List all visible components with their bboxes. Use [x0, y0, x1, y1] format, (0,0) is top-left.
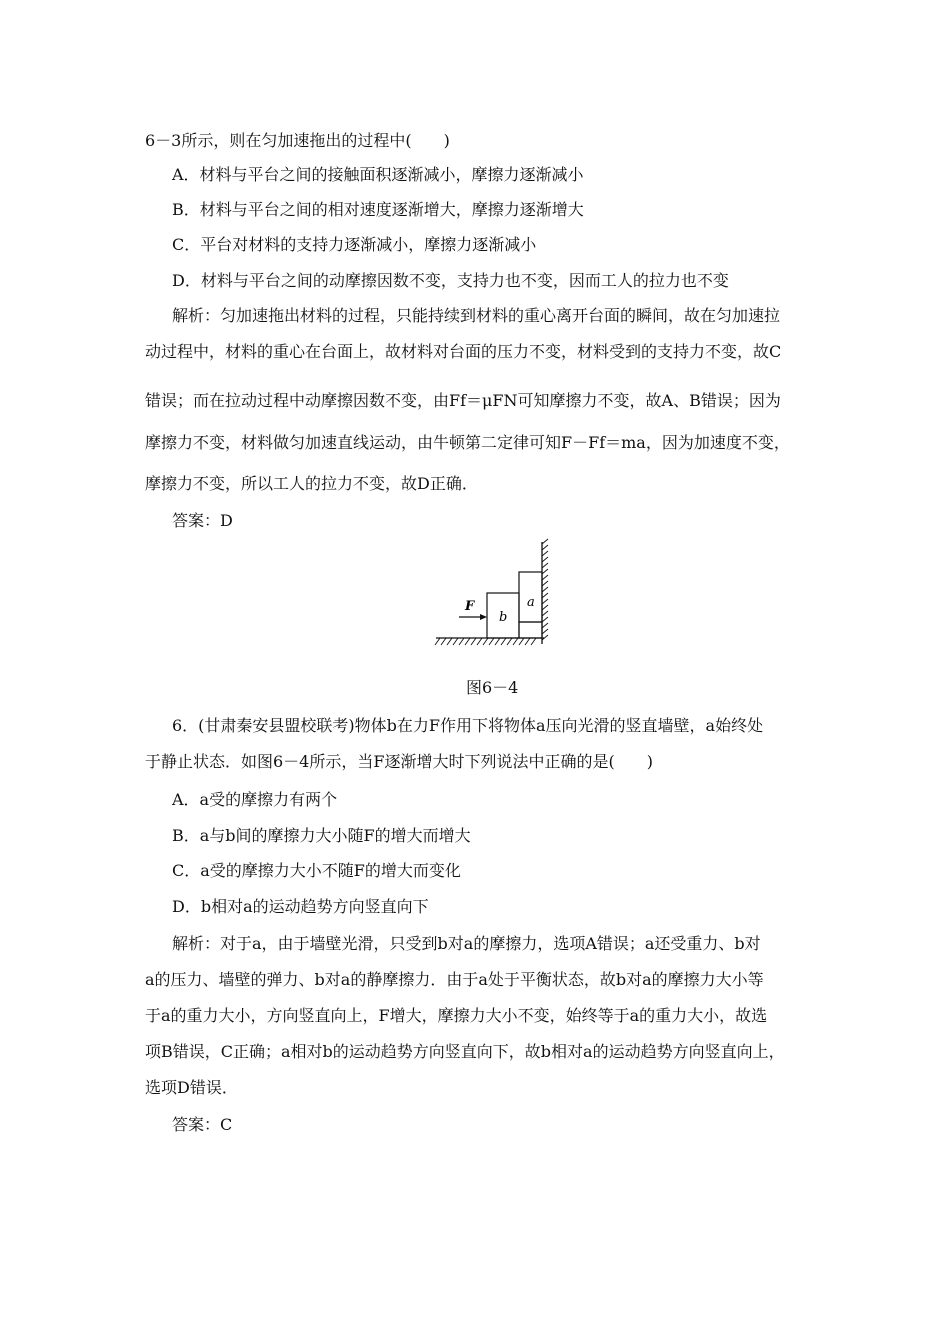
q5-option-b: B．材料与平台之间的相对速度逐渐增大，摩擦力逐渐增大	[172, 200, 584, 219]
q5-analysis-line: 摩擦力不变，材料做匀加速直线运动，由牛顿第二定律可知F－Ff＝ma，因为加速度不变，	[145, 433, 790, 452]
q5-option-a: A．材料与平台之间的接触面积逐渐减小，摩擦力逐渐减小	[172, 165, 584, 184]
q6-stem-line: 于静止状态．如图6－4所示，当F逐渐增大时下列说法中正确的是( )	[145, 752, 653, 771]
wall-hatching	[542, 539, 548, 640]
q6-option-d: D．b相对a的运动趋势方向竖直向下	[172, 897, 429, 916]
q5-stem-tail: 6－3所示，则在匀加速拖出的过程中( )	[145, 131, 450, 150]
q5-analysis-line: 错误；而在拉动过程中动摩擦因数不变，由Ff＝μFN可知摩擦力不变，故A、B错误；因为	[145, 391, 781, 410]
q6-option-a: A．a受的摩擦力有两个	[172, 790, 338, 809]
q6-analysis-line: 项B错误，C正确；a相对b的运动趋势方向竖直向下，故b相对a的运动趋势方向竖直向上，	[145, 1042, 785, 1061]
q6-answer: 答案：C	[172, 1115, 233, 1134]
figure-6-4	[430, 538, 555, 650]
floor-hatching	[435, 638, 536, 645]
q5-analysis-line: 摩擦力不变，所以工人的拉力不变，故D正确．	[145, 474, 478, 493]
q6-stem-line: 6．(甘肃秦安县盟校联考)物体b在力F作用下将物体a压向光滑的竖直墙壁，a始终处	[172, 716, 764, 735]
label-b: b	[499, 610, 508, 625]
q5-option-c: C．平台对材料的支持力逐渐减小，摩擦力逐渐减小	[172, 235, 537, 254]
q6-analysis-line: a的压力、墙壁的弹力、b对a的静摩擦力．由于a处于平衡状态，故b对a的摩擦力大小等	[145, 970, 764, 989]
q5-analysis-line: 动过程中，材料的重心在台面上，故材料对台面的压力不变，材料受到的支持力不变，故C	[145, 342, 782, 361]
force-arrowhead	[480, 614, 487, 620]
q5-analysis-line: 解析：匀加速拖出材料的过程，只能持续到材料的重心离开台面的瞬间，故在匀加速拉	[172, 306, 781, 325]
figure-caption: 图6－4	[466, 678, 519, 697]
q6-option-b: B．a与b间的摩擦力大小随F的增大而增大	[172, 826, 471, 845]
q5-option-d: D．材料与平台之间的动摩擦因数不变，支持力也不变，因而工人的拉力也不变	[172, 271, 729, 290]
block-a-base	[519, 622, 542, 638]
q6-analysis-line: 选项D错误．	[145, 1078, 238, 1097]
q5-answer: 答案：D	[172, 511, 233, 530]
wall-block-diagram	[430, 538, 555, 650]
q6-option-c: C．a受的摩擦力大小不随F的增大而变化	[172, 861, 461, 880]
q6-analysis-line: 于a的重力大小，方向竖直向上，F增大，摩擦力大小不变，始终等于a的重力大小，故选	[145, 1006, 768, 1025]
q6-analysis-line: 解析：对于a，由于墙壁光滑，只受到b对a的摩擦力，选项A错误；a还受重力、b对	[172, 934, 761, 953]
label-a: a	[527, 595, 535, 610]
label-F: F	[465, 599, 475, 614]
